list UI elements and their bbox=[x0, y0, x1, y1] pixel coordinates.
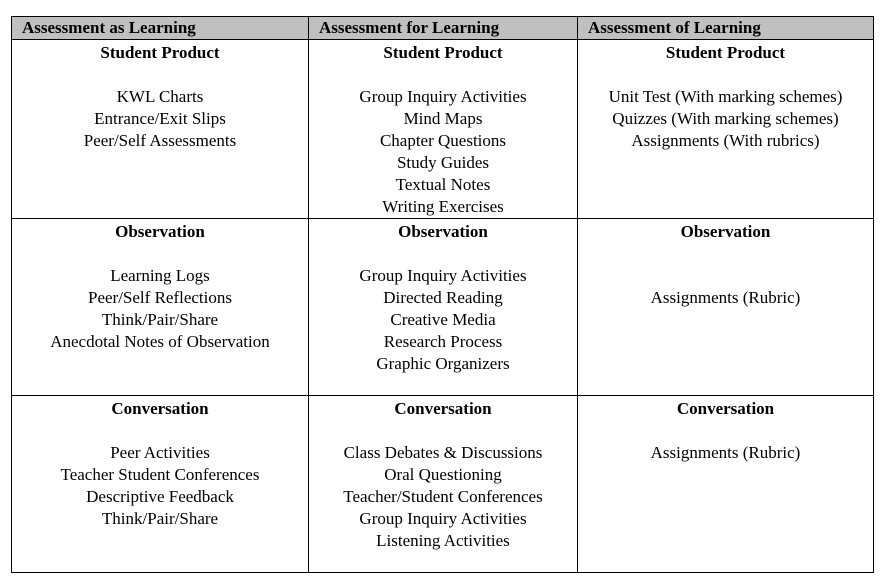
list-item: Group Inquiry Activities bbox=[359, 87, 527, 106]
table-row-observation bbox=[12, 219, 874, 396]
cell-heading: Student Product bbox=[100, 43, 220, 62]
list-item: Quizzes (With marking schemes) bbox=[612, 109, 839, 128]
list-item: Listening Activities bbox=[376, 531, 510, 550]
list-item: Anecdotal Notes of Observation bbox=[50, 332, 270, 351]
cell-item-list bbox=[309, 265, 577, 375]
header-row bbox=[12, 17, 874, 40]
table-row-student-product bbox=[12, 40, 874, 219]
cell-heading: Conversation bbox=[394, 399, 492, 418]
list-item: KWL Charts bbox=[116, 87, 204, 106]
list-item: Teacher/Student Conferences bbox=[343, 487, 543, 506]
table-cell bbox=[578, 40, 874, 219]
list-item: Peer Activities bbox=[110, 443, 210, 462]
list-item: Entrance/Exit Slips bbox=[94, 109, 226, 128]
list-item: Oral Questioning bbox=[384, 465, 502, 484]
list-item: Chapter Questions bbox=[379, 131, 507, 150]
list-item: Group Inquiry Activities bbox=[359, 509, 527, 528]
list-item: Group Inquiry Activities bbox=[359, 266, 527, 285]
list-item: Graphic Organizers bbox=[376, 354, 510, 373]
list-item: Class Debates & Discussions bbox=[343, 443, 543, 462]
list-item: Learning Logs bbox=[110, 266, 210, 285]
cell-item-list bbox=[12, 265, 308, 353]
cell-item-list bbox=[578, 86, 873, 152]
column-header-of-learning: Assessment of Learning bbox=[578, 17, 874, 40]
table-cell bbox=[309, 40, 578, 219]
table-cell bbox=[309, 219, 578, 396]
column-header-as-learning: Assessment as Learning bbox=[12, 17, 309, 40]
cell-item-list bbox=[578, 442, 873, 464]
table-cell bbox=[12, 396, 309, 573]
list-item: Creative Media bbox=[390, 310, 496, 329]
list-item: Mind Maps bbox=[403, 109, 483, 128]
cell-heading: Student Product bbox=[665, 43, 786, 62]
list-item: Peer/Self Assessments bbox=[83, 131, 237, 150]
list-item: Think/Pair/Share bbox=[101, 310, 219, 329]
table-cell bbox=[12, 219, 309, 396]
cell-heading: Student Product bbox=[383, 43, 503, 62]
assessment-table bbox=[11, 16, 874, 573]
list-item: Unit Test (With marking schemes) bbox=[608, 87, 843, 106]
table-cell bbox=[309, 396, 578, 573]
list-item: Research Process bbox=[383, 332, 503, 351]
list-item: Directed Reading bbox=[383, 288, 503, 307]
list-item: Textual Notes bbox=[395, 175, 491, 194]
cell-heading: Observation bbox=[680, 222, 771, 241]
cell-item-list bbox=[12, 86, 308, 152]
column-header-for-learning: Assessment for Learning bbox=[309, 17, 578, 40]
list-item: Writing Exercises bbox=[382, 197, 504, 216]
cell-item-list bbox=[578, 287, 873, 309]
list-item: Peer/Self Reflections bbox=[88, 288, 232, 307]
cell-item-list bbox=[12, 442, 308, 530]
list-item: Think/Pair/Share bbox=[101, 509, 219, 528]
list-item: Study Guides bbox=[396, 153, 490, 172]
list-item: Descriptive Feedback bbox=[86, 487, 234, 506]
cell-heading: Conversation bbox=[676, 399, 775, 418]
table-cell bbox=[578, 219, 874, 396]
cell-heading: Observation bbox=[398, 222, 488, 241]
cell-item-list bbox=[309, 442, 577, 552]
list-item: Assignments (With rubrics) bbox=[631, 131, 820, 150]
list-item: Assignments (Rubric) bbox=[650, 443, 801, 462]
cell-heading: Conversation bbox=[111, 399, 209, 418]
table-row-conversation bbox=[12, 396, 874, 573]
cell-item-list bbox=[309, 86, 577, 218]
list-item: Assignments (Rubric) bbox=[650, 288, 801, 307]
cell-heading: Observation bbox=[115, 222, 205, 241]
table-cell bbox=[12, 40, 309, 219]
table-cell bbox=[578, 396, 874, 573]
list-item: Teacher Student Conferences bbox=[60, 465, 260, 484]
